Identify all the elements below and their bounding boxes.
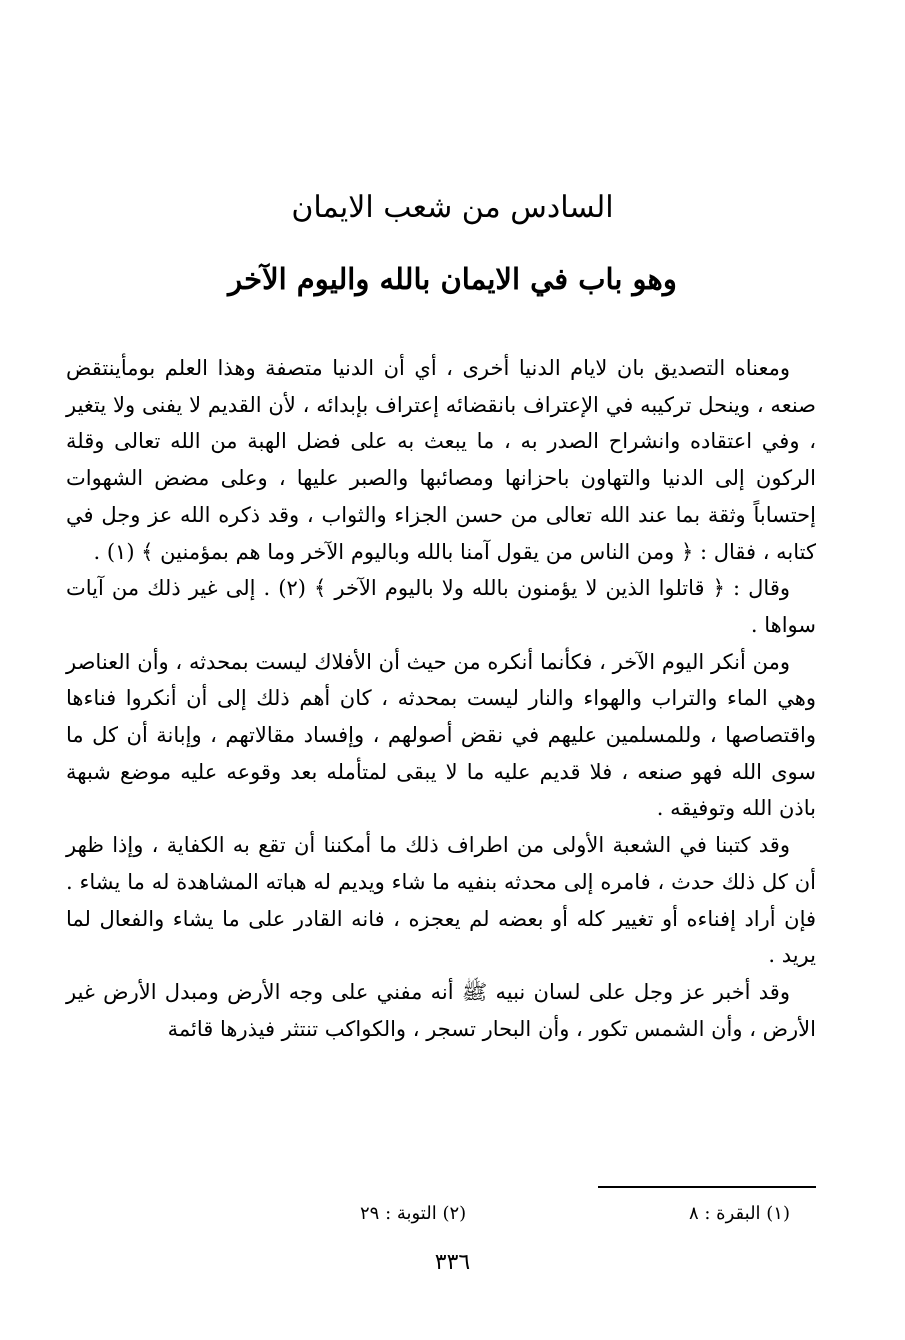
footnotes bbox=[360, 1203, 790, 1224]
paragraph: وقال : ﴿ قاتلوا الذين لا يؤمنون بالله ولا باليوم الآخر ﴾ (٢) . إلى غير ذلك من آيات سواها . bbox=[66, 576, 816, 637]
chapter-title: السادس من شعب الايمان bbox=[291, 190, 614, 225]
page-number: ٣٣٦ bbox=[434, 1250, 471, 1275]
chapter-subtitle: وهو باب في الايمان بالله واليوم الآخر bbox=[228, 262, 677, 296]
paragraph: ومعناه التصديق بان لايام الدنيا أخرى ، أي أن الدنيا متصفة وهذا العلم بومأينتقض صنعه ، وينحل تركيبه في الإعتراف بانقضائه إعتراف بإبدائه ، لأن القديم لا يفنى ولا يتغير ، وفي اعتقاده وانشراح الصدر به ، ما يبعث به على فضل الهبة من الله تعالى وقلة الركون إلى الدنيا والتهاون باحزانها ومصائبها والصبر عليها ، وعلى مضض الشهوات إحتساباً وثقة بما عند الله تعالى من حسن الجزاء والثواب ، وقد ذكره الله عز وجل في كتابه ، فقال : ﴿ ومن الناس من يقول آمنا بالله وباليوم الآخر وما هم بمؤمنين ﴾ (١) . bbox=[66, 356, 816, 564]
footnote-2: (٢) التوبة : ٢٩ bbox=[360, 1203, 467, 1224]
paragraph: ومن أنكر اليوم الآخر ، فكأنما أنكره من حيث أن الأفلاك ليست بمحدثه ، وأن العناصر وهي الماء والتراب والهواء والنار ليست بمحدثه ، كان أهم ذلك إلى أن أنكروا فناءها واقتصاصها ، وللمسلمين عليهم في نقض أصولهم ، وإفساد مقالاتهم ، وإبانة أن كل ما سوى الله فهو صنعه ، فلا قديم عليه ما لا يبقى لمتأمله بعد وقوعه عليه موضع شبهة باذن الله وتوفيقه . bbox=[66, 649, 816, 821]
paragraph: وقد أخبر عز وجل على لسان نبيه ﷺ أنه مفني على وجه الأرض ومبدل الأرض غير الأرض ، وأن الشمس تكور ، وأن البحار تسجر ، والكواكب تنتثر فيذرها قائمة bbox=[66, 979, 816, 1041]
footnote-divider bbox=[598, 1186, 816, 1188]
footnote-1: (١) البقرة : ٨ bbox=[688, 1203, 790, 1224]
body-text bbox=[66, 350, 816, 1047]
paragraph: وقد كتبنا في الشعبة الأولى من اطراف ذلك ما أمكننا أن تقع به الكفاية ، وإذا ظهر أن كل ذلك حدث ، فامره إلى محدثه بنفيه ما شاء ويديم له هباته المشاهدة له ما يشاء . فإن أراد إفناءه أو تغيير كله أو بعضه لم يعجزه ، فانه القادر على ما يشاء والفعال لما يريد . bbox=[66, 833, 816, 968]
